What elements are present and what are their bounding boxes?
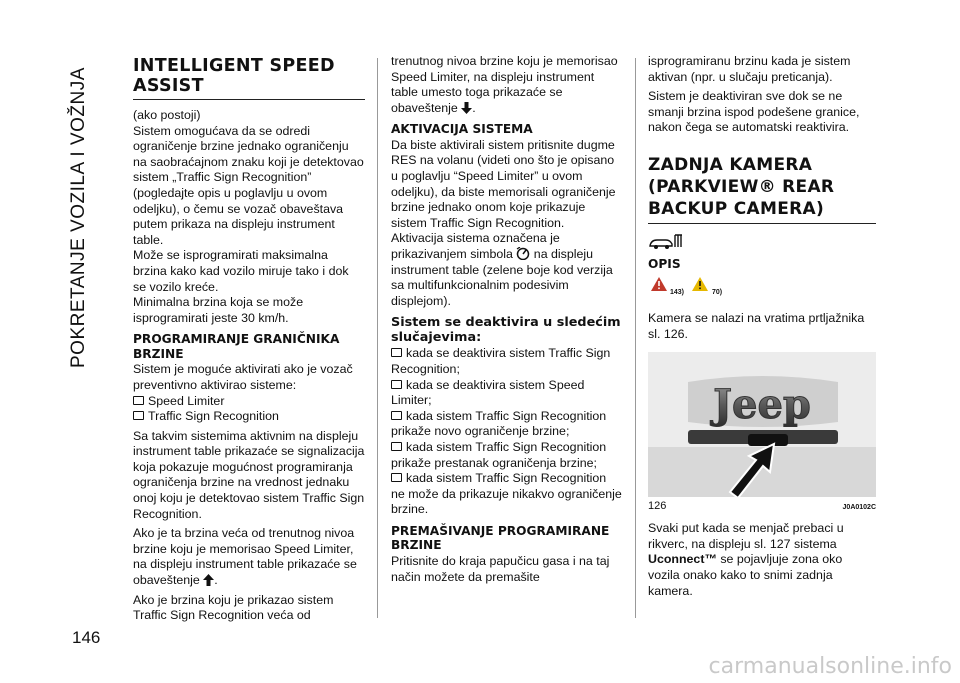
jeep-logo: Jeep — [713, 381, 811, 429]
list-item: Speed Limiter — [133, 394, 365, 410]
tailgate-illustration — [648, 352, 876, 497]
warning-ref-2: 70) — [712, 289, 723, 297]
subheading-activation: AKTIVACIJA SISTEMA — [391, 122, 533, 137]
warning-triangle-yellow-icon — [692, 277, 708, 291]
subheading-programming: PROGRAMIRANJE GRANIČNIKA BRZINE — [133, 332, 340, 361]
figure-code: J0A0102C — [842, 504, 876, 512]
paragraph: Ako je ta brzina veća od trenutnog nivoa brzine koju je memorisao Speed Limiter, na displeju instrument table prikazaće se obaveštenje . — [133, 526, 357, 588]
paragraph: Sistem omogućava da se odredi ograničenje brzine jednako ograničenju na saobraćajnom znaku koji je detektovao sistem „Traffic Sign Recognition” (pogledajte opis u poglavlju u ovom odeljku), o čemu se vozač obaveštava putem prikaza na displeju instrument table. — [133, 123, 364, 247]
arrow-up-icon — [203, 574, 214, 586]
bullet-icon — [391, 473, 402, 482]
section-heading-camera: ZADNJA KAMERA (PARKVIEW® REAR BACKUP CAMERA) — [648, 154, 876, 224]
subheading-deactivation: Sistem se deaktivira u sledećim slučajevima: — [391, 315, 621, 346]
warning-references — [648, 275, 876, 305]
bullet-icon — [391, 380, 402, 389]
column-divider — [635, 58, 636, 618]
figure-number: 126 — [648, 500, 667, 513]
subheading-exceeding: PREMAŠIVANJE PROGRAMIRANE BRZINE — [391, 523, 610, 553]
bullet-icon — [391, 411, 402, 420]
uconnect-label: Uconnect™ — [648, 552, 717, 567]
column-2 — [391, 54, 623, 589]
paragraph: Može se isprogramirati maksimalna brzina kako kad vozilo miruje tako i dok se vozilo kreće. — [133, 248, 349, 294]
paragraph: Pritisnite do kraja papučicu gasa i na taj način možete da premašite — [391, 553, 610, 584]
subheading-description: OPIS — [648, 256, 681, 271]
warning-triangle-red-icon — [651, 277, 667, 291]
paragraph: Ako je brzina koju je prikazao sistem Traffic Sign Recognition veća od — [133, 592, 334, 623]
paragraph: Da biste aktivirali sistem pritisnite dugme RES na volanu (videti ono što je opisano u poglavlju “Speed Limiter” u ovom odeljku), da biste memorisali ograničenje brzine jednako onom koje prikazuje sistem Traffic Sign Recognition. — [391, 137, 616, 230]
column-1 — [133, 54, 365, 628]
figure-caption — [648, 497, 876, 513]
list-item: kada sistem Traffic Sign Recognition prikaže novo ograničenje brzine; — [391, 408, 607, 439]
paragraph: Sa takvim sistemima aktivnim na displeju instrument table prikazaće se signalizacija koja pokazuje mogućnost programiranja ograničenja brzine na vrednost jednaku onoj koju je detektovao sistem Traffic Sign Recognition. — [133, 428, 365, 521]
paragraph: Kamera se nalazi na vratima prtljažnika sl. 126. — [648, 311, 865, 341]
paragraph: Aktivacija sistema označena je prikazivanjem simbola na displeju instrument table (zelene boje kod verzija sa multifunkcionalnim podesivim displejom). — [391, 231, 613, 308]
list-item: Traffic Sign Recognition — [133, 409, 365, 425]
column-divider — [377, 58, 378, 618]
list-item: kada sistem Traffic Sign Recognition prikaže prestanak ograničenja brzine; — [391, 439, 607, 470]
list-item: kada se deaktivira sistem Speed Limiter; — [391, 377, 585, 408]
list-item: kada sistem Traffic Sign Recognition ne može da prikazuje nikakvo ograničenje brzine. — [391, 471, 622, 517]
list-item: kada se deaktivira sistem Traffic Sign Recognition; — [391, 346, 611, 376]
column-3 — [648, 54, 876, 603]
speed-assist-symbol-icon — [516, 247, 530, 260]
bullet-icon — [391, 348, 402, 357]
bullet-icon — [391, 442, 402, 451]
car-camera-icon — [648, 232, 876, 255]
paragraph: isprogramiranu brzinu kada je sistem aktivan (npr. u slučaju preticanja). — [648, 54, 851, 84]
watermark: carmanualsonline.info — [708, 654, 952, 679]
page-number: 146 — [72, 628, 101, 647]
arrow-down-icon — [461, 102, 472, 114]
paragraph: Sistem je deaktiviran sve dok se ne smanji brzina ispod podešene granice, nakon čega se automatski reaktivira. — [648, 89, 860, 135]
paragraph: Minimalna brzina koja se može isprogramirati jeste 30 km/h. — [133, 295, 304, 325]
paragraph: Sistem je moguće aktivirati ako je vozač preventivno aktivirao sisteme: — [133, 362, 353, 392]
chapter-side-title: POKRETANJE VOZILA I VOŽNJA — [68, 67, 89, 368]
bullet-icon — [133, 396, 144, 405]
rear-camera-photo — [648, 352, 876, 497]
bullet-icon — [133, 411, 144, 420]
paragraph: Svaki put kada se menjač prebaci u rikverc, na displeju sl. 127 sistema Uconnect™ se pojavljuje zona oko vozila onako kako to snimi zadnja kamera. — [648, 521, 844, 598]
warning-ref-1: 143) — [670, 289, 685, 297]
section-heading-isa: INTELLIGENT SPEED ASSIST — [133, 56, 365, 100]
paragraph: (ako postoji) — [133, 108, 201, 122]
paragraph: trenutnog nivoa brzine koju je memorisao Speed Limiter, na displeju instrument table umesto toga prikazaće se obaveštenje . — [391, 54, 618, 115]
